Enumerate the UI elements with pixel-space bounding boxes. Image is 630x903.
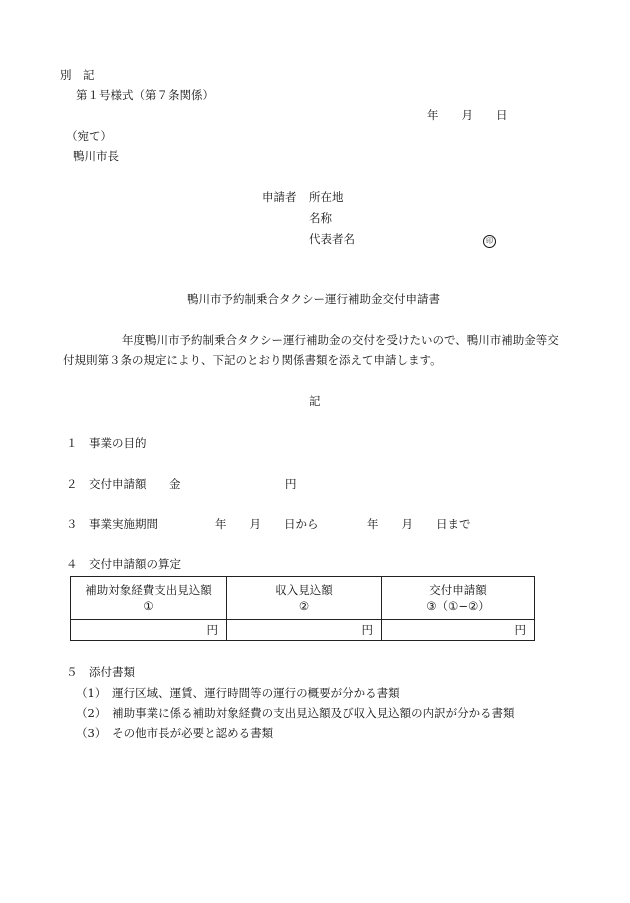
attachments-heading: ５ 添付書類 <box>66 665 135 679</box>
addressee: 鴨川市長 <box>73 149 119 163</box>
table-header-grant: 交付申請額 ③（①−②） <box>382 577 535 620</box>
item-3-label: ３ 事業実施期間 <box>66 517 158 531</box>
body-line-1: 年度鴨川市予約制乗合タクシー運行補助金の交付を受けたいので、鴨川市補助金等交 <box>122 333 559 347</box>
item-2-label: ２ 交付申請額 <box>66 477 147 491</box>
attachment-3: （3） その他市長が必要と認める書類 <box>76 726 274 740</box>
table-cell-expense: 円 <box>71 620 227 641</box>
item-1-purpose: １ 事業の目的 <box>66 436 147 450</box>
date-field: 年 月 日 <box>427 108 508 122</box>
document-title: 鴨川市予約制乗合タクシー運行補助金交付申請書 <box>187 292 440 306</box>
item-2-kin: 金 <box>169 477 181 491</box>
ki-heading: 記 <box>309 394 321 408</box>
seal-icon: 印 <box>483 232 496 248</box>
item-2-yen: 円 <box>285 477 297 491</box>
applicant-address-label: 所在地 <box>309 190 344 204</box>
table-header-income: 収入見込額 ② <box>227 577 382 620</box>
applicant-label: 申請者 <box>262 190 297 204</box>
calculation-table <box>70 576 535 641</box>
form-number: 第１号様式（第７条関係） <box>76 88 214 102</box>
item-4-label: ４ 交付申請額の算定 <box>66 557 181 571</box>
applicant-name-label: 名称 <box>309 211 332 225</box>
table-cell-grant: 円 <box>382 620 535 641</box>
appendix-label: 別 記 <box>60 68 95 82</box>
table-header-expense: 補助対象経費支出見込額 ① <box>71 577 227 620</box>
table-cell-income: 円 <box>227 620 382 641</box>
item-3-from: 年 月 日から <box>215 517 319 531</box>
applicant-representative-label: 代表者名 <box>309 232 355 246</box>
body-line-2: 付規則第３条の規定により、下記のとおり関係書類を添えて申請します。 <box>63 353 442 367</box>
item-3-to: 年 月 日まで <box>367 517 471 531</box>
addressee-label: （宛て） <box>66 129 112 143</box>
attachment-2: （2） 補助事業に係る補助対象経費の支出見込額及び収入見込額の内訳が分かる書類 <box>76 706 515 720</box>
attachment-1: （1） 運行区域、運賃、運行時間等の運行の概要が分かる書類 <box>76 686 400 700</box>
